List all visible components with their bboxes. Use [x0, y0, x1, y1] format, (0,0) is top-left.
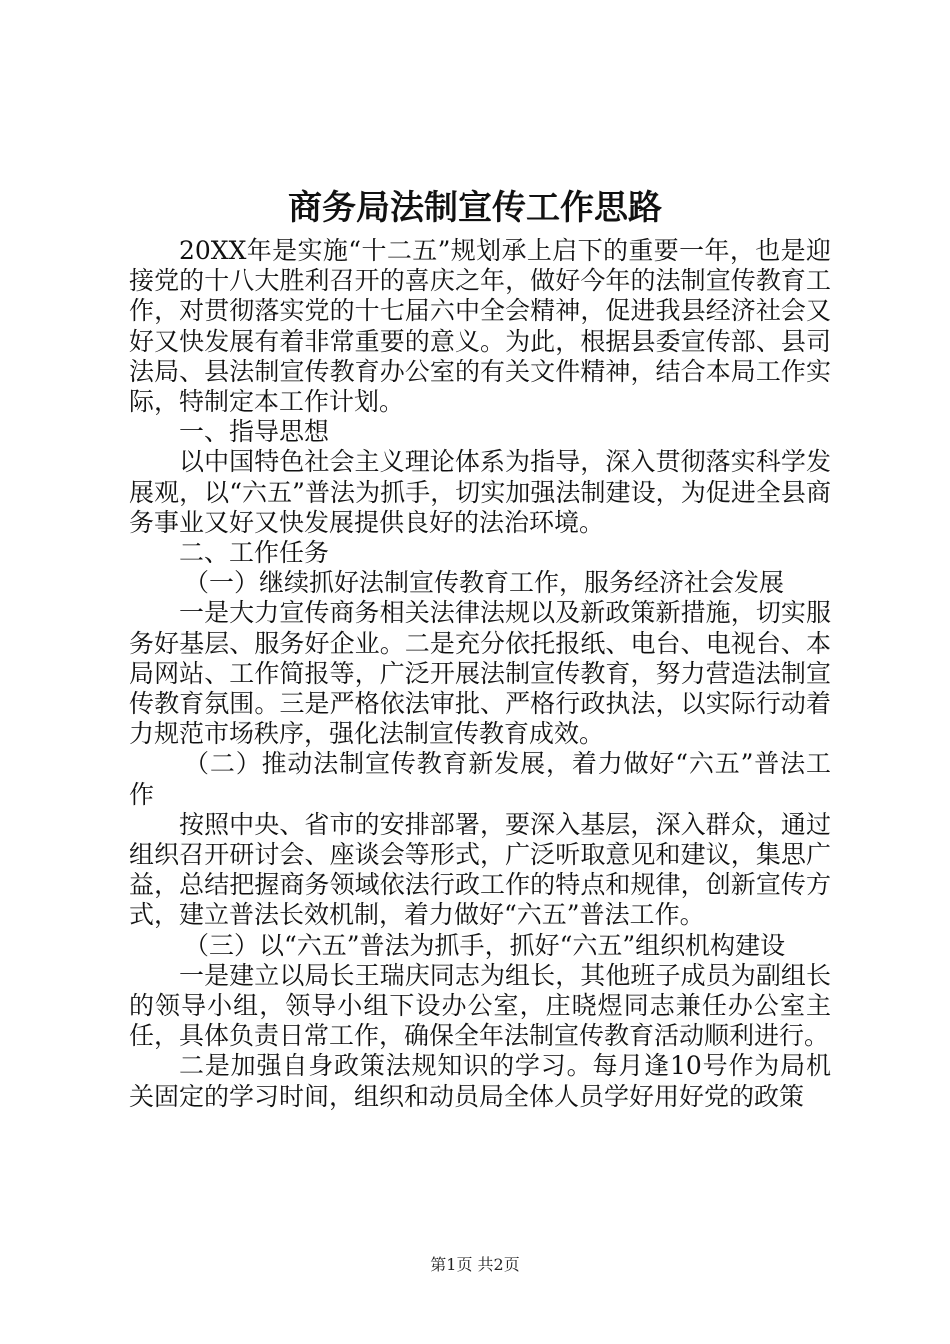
paragraph-task-3b: 二是加强自身政策法规知识的学习。每月逢10号作为局机关固定的学习时间，组织和动员局全体人员学好用好党的政策: [129, 1051, 831, 1111]
subsection-heading-3: （三）以“六五”普法为抓手，抓好“六五”组织机构建设: [184, 930, 786, 960]
paragraph-intro: 20XX年是实施“十二五”规划承上启下的重要一年，也是迎接党的十八大胜利召开的喜庆之年，做好今年的法制宣传教育工作，对贯彻落实党的十七届六中全会精神，促进我县经济社会又好又快发展有着非常重要的意义。为此，根据县委宣传部、县司法局、县法制宣传教育办公室的有关文件精神，结合本局工作实际，特制定本工作计划。: [129, 236, 831, 417]
document-body: [129, 236, 831, 1112]
document-title: 商务局法制宣传工作思路: [288, 188, 662, 228]
paragraph-task-2: 按照中央、省市的安排部署，要深入基层，深入群众，通过组织召开研讨会、座谈会等形式，广泛听取意见和建议，集思广益，总结把握商务领域依法行政工作的特点和规律，创新宣传方式，建立普法长效机制，着力做好“六五”普法工作。: [129, 809, 831, 930]
paragraph-guiding-ideology: 以中国特色社会主义理论体系为指导，深入贯彻落实科学发展观，以“六五”普法为抓手，切实加强法制建设，为促进全县商务事业又好又快发展提供良好的法治环境。: [129, 447, 831, 537]
paragraph-task-1: 一是大力宣传商务相关法律法规以及新政策新措施，切实服务好基层、服务好企业。二是充分依托报纸、电台、电视台、本局网站、工作简报等，广泛开展法制宣传教育，努力营造法制宣传教育氛围。三是严格依法审批、严格行政执法，以实际行动着力规范市场秩序，强化法制宣传教育成效。: [129, 598, 831, 749]
subsection-heading-1: （一）继续抓好法制宣传教育工作，服务经济社会发展: [184, 568, 785, 598]
section-heading-2: 二、工作任务: [179, 538, 330, 568]
paragraph-task-3a: 一是建立以局长王瑞庆同志为组长，其他班子成员为副组长的领导小组，领导小组下设办公室，庄晓煜同志兼任办公室主任，具体负责日常工作，确保全年法制宣传教育活动顺利进行。: [129, 960, 831, 1051]
page-footer: 第1页 共2页: [430, 1255, 520, 1274]
subsection-heading-2: （二）推动法制宣传教育新发展，着力做好“六五”普法工作: [129, 749, 831, 809]
section-heading-1: 一、指导思想: [179, 417, 330, 447]
